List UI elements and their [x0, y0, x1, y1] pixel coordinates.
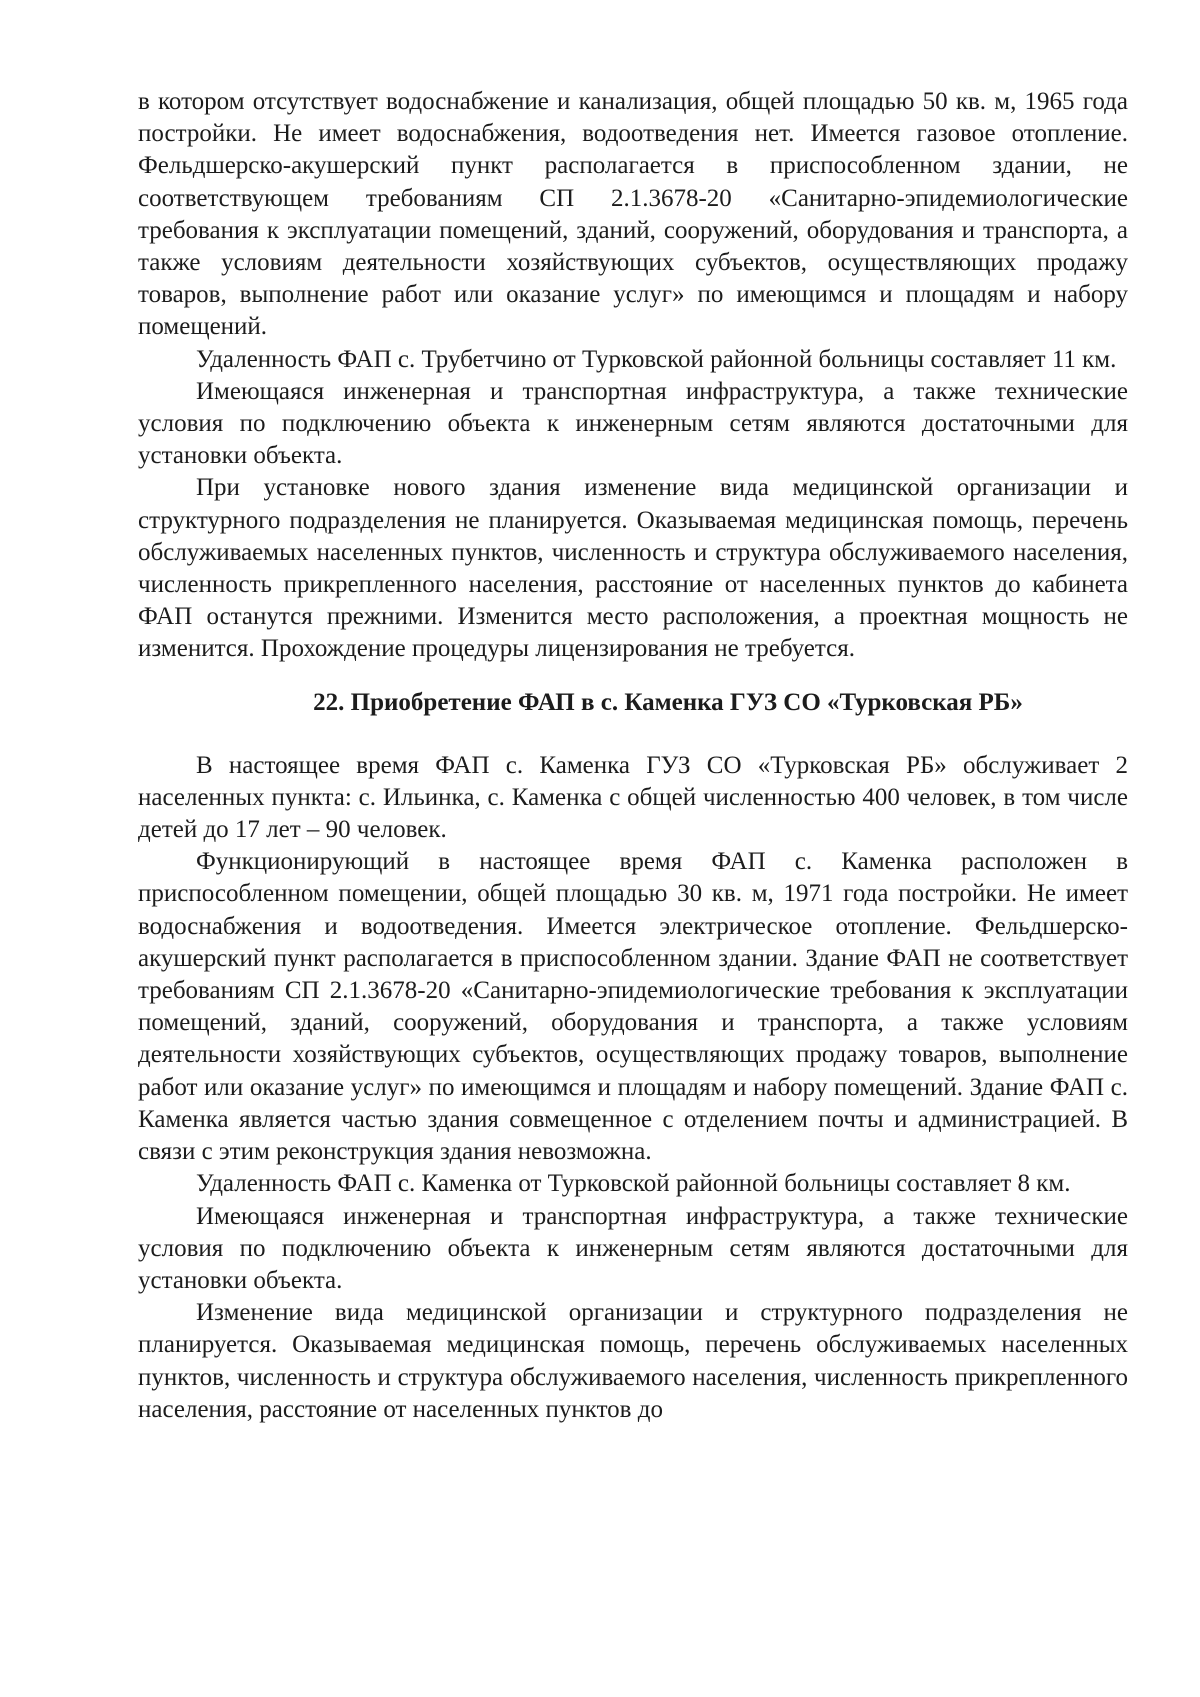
- paragraph-kamenka-service: В настоящее время ФАП с. Каменка ГУЗ СО «Турковская РБ» обслуживает 2 населенных пункта: с. Ильинка, с. Каменка с общей численностью 400 человек, в том числе детей до 17 лет – 90 человек.: [138, 751, 1128, 844]
- paragraph-distance-kamenka: Удаленность ФАП с. Каменка от Турковской районной больницы составляет 8 км.: [196, 1170, 1071, 1198]
- paragraph-water-supply: в котором отсутствует водоснабжение и канализация, общей площадью 50 кв. м, 1965 года постройки. Не имеет водоснабжения, водоотведения нет. Имеется газовое отопление. Фельдшерско-акушерский пункт располагается в приспособленном здании, не соответствующем требованиям СП 2.1.3678-20 «Санитарно-эпидемиологические требования к эксплуатации помещений, зданий, сооружений, оборудования и транспорта, а также условиям деятельности хозяйствующих субъектов, осуществляющих продажу товаров, выполнение работ или оказание услуг» по имеющимся и площадям и набору помещений.: [138, 88, 1128, 341]
- section-heading-kamenka: 22. Приобретение ФАП в с. Каменка ГУЗ СО «Турковская РБ»: [313, 688, 1023, 716]
- paragraph-infrastructure-kamenka: Имеющаяся инженерная и транспортная инфраструктура, а также технические условия по подключению объекта к инженерным сетям являются достаточными для установки объекта.: [138, 1202, 1128, 1294]
- paragraph-kamenka-building: Функционирующий в настоящее время ФАП с. Каменка расположен в приспособленном помещении, общей площадью 30 кв. м, 1971 года постройки. Не имеет водоснабжения и водоотведения. Имеется электрическое отопление. Фельдшерско-акушерский пункт располагается в приспособленном здании. Здание ФАП не соответствует требованиям СП 2.1.3678-20 «Санитарно-эпидемиологические требования к эксплуатации помещений, зданий, сооружений, оборудования и транспорта, а также условиям деятельности хозяйствующих субъектов, осуществляющих продажу товаров, выполнение работ или оказание услуг» по имеющимся и площадям и набору помещений. Здание ФАП с. Каменка является частью здания совмещенное с отделением почты и администрацией. В связи с этим реконструкция здания невозможна.: [138, 848, 1128, 1166]
- paragraph-new-building-trubetchino: При установке нового здания изменение вида медицинской организации и структурного подразделения не планируется. Оказываемая медицинская помощь, перечень обслуживаемых населенных пунктов, численность и структура обслуживаемого населения, численность прикрепленного населения, расстояние от населенных пунктов до кабинета ФАП останутся прежними. Изменится место расположения, а проектная мощность не изменится. Прохождение процедуры лицензирования не требуется.: [138, 474, 1128, 663]
- paragraph-no-change-kamenka: Изменение вида медицинской организации и структурного подразделения не планируется. Оказываемая медицинская помощь, перечень обслуживаемых населенных пунктов, численность и структура обслуживаемого населения, численность прикрепленного населения, расстояние от населенных пунктов до: [138, 1299, 1128, 1423]
- paragraph-distance-trubetchino: Удаленность ФАП с. Трубетчино от Турковской районной больницы составляет 11 км.: [196, 345, 1117, 373]
- document-page: [138, 86, 1128, 1426]
- paragraph-infrastructure-trubetchino: Имеющаяся инженерная и транспортная инфраструктура, а также технические условия по подключению объекта к инженерным сетям являются достаточными для установки объекта.: [138, 377, 1128, 470]
